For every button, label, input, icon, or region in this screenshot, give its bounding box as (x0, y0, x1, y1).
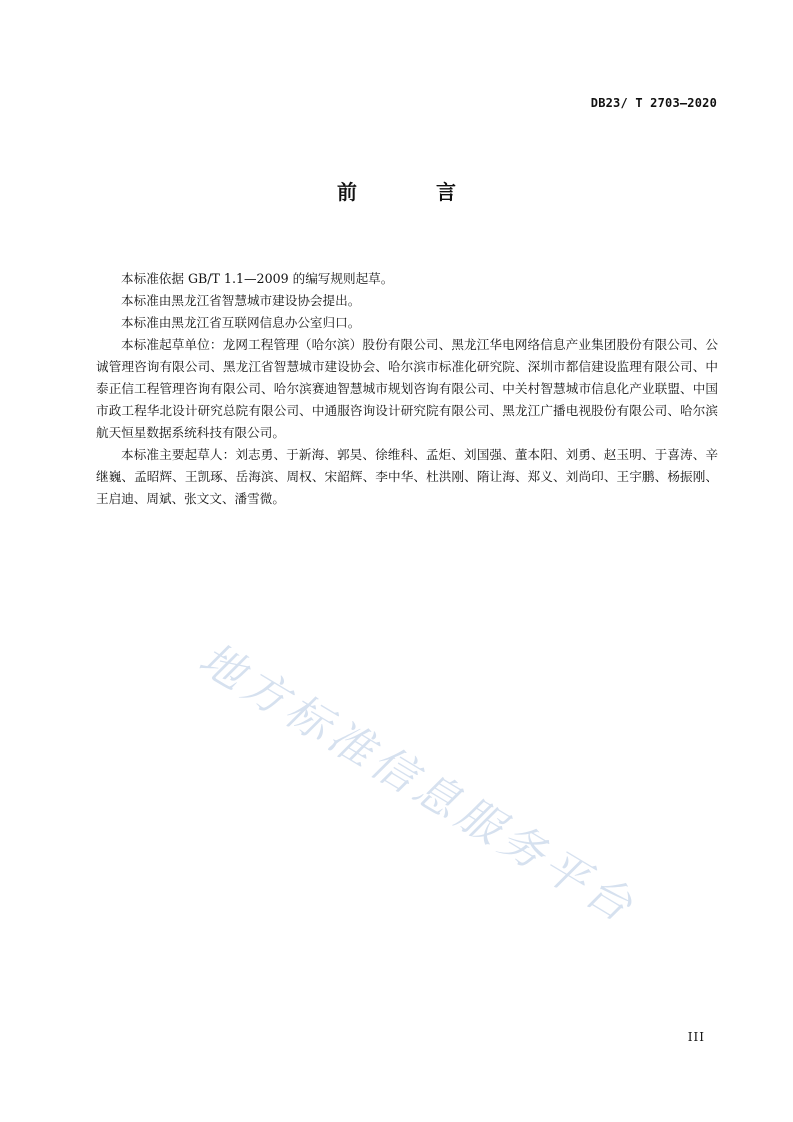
paragraph-drafting-rules: 本标准依据 GB/T 1.1—2009 的编写规则起草。 (121, 271, 394, 286)
document-code: DB23/ T 2703—2020 (590, 96, 717, 110)
page-number: III (687, 1030, 705, 1044)
watermark: 地方标准信息服务平台 (190, 633, 646, 935)
paragraph-drafting-units: 本标准起草单位：龙网工程管理（哈尔滨）股份有限公司、黑龙江华电网络信息产业集团股份有限公司、公诚管理咨询有限公司、黑龙江省智慧城市建设协会、哈尔滨市标准化研究院、深圳市都信建设监理有限公司、中泰正信工程管理咨询有限公司、哈尔滨赛迪智慧城市规划咨询有限公司、中关村智慧城市信息化产业联盟、中国市政工程华北设计研究总院有限公司、中通服咨询设计研究院有限公司、黑龙江广播电视股份有限公司、哈尔滨航天恒星数据系统科技有限公司。 (96, 337, 718, 440)
paragraph-drafters: 本标准主要起草人：刘志勇、于新海、郭昊、徐维科、孟炬、刘国强、董本阳、刘勇、赵玉明、于喜涛、辛继巍、孟昭辉、王凯琢、岳海滨、周权、宋韶辉、李中华、杜洪刚、隋让海、郑义、刘尚印、王宇鹏、杨振刚、王启迪、周斌、张文文、潘雪微。 (96, 447, 718, 506)
page-title: 前 言 (337, 180, 492, 204)
paragraph-centralized-unit: 本标准由黑龙江省互联网信息办公室归口。 (121, 315, 361, 330)
foreword-body (96, 268, 718, 510)
paragraph-proposer: 本标准由黑龙江省智慧城市建设协会提出。 (121, 293, 361, 308)
